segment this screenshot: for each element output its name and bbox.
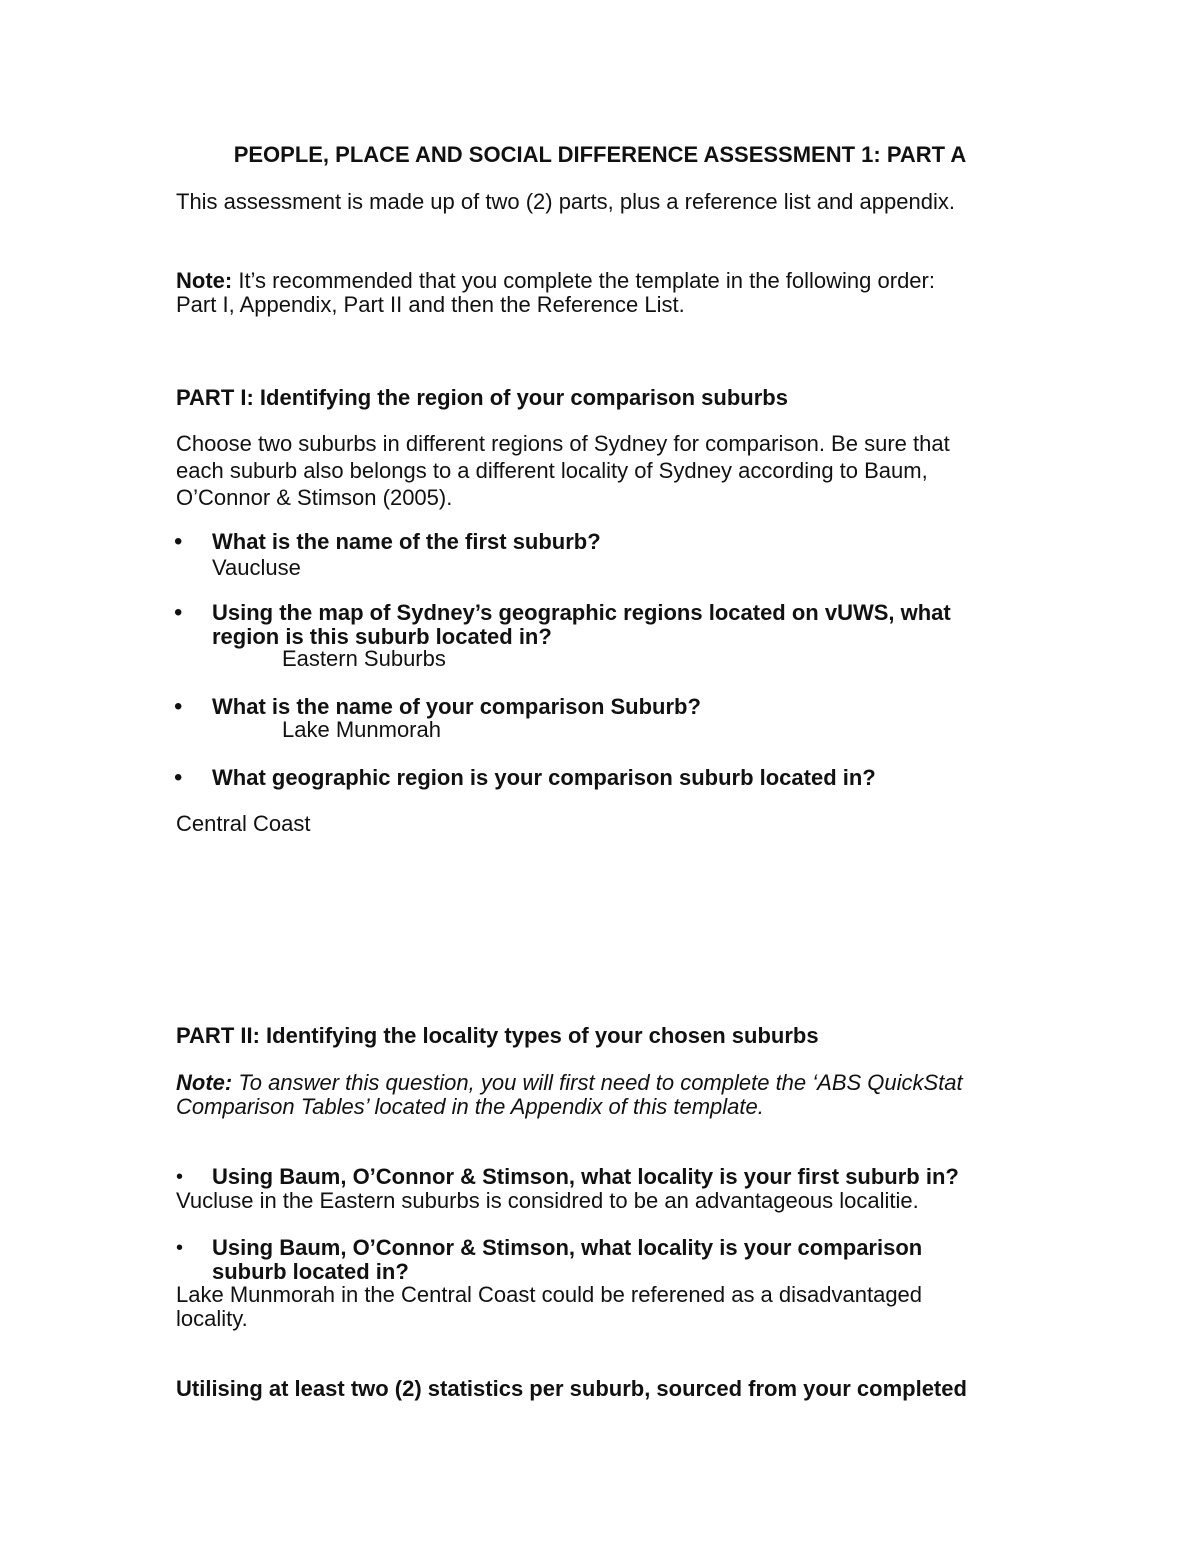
bullet-icon: • (176, 1166, 184, 1188)
question-comparison-region: What geographic region is your comparison suburb located in? (212, 765, 876, 790)
part2-note-line-1 (176, 1071, 963, 1095)
part1-instruction-line-3: O’Connor & Stimson (2005). (176, 485, 453, 510)
part2-note-label: Note: (176, 1070, 233, 1095)
bullet-icon: • (174, 599, 183, 626)
question-comparison-locality-line-2: suburb located in? (212, 1259, 409, 1284)
answer-first-locality: Vucluse in the Eastern suburbs is considred to be an advantageous localitie. (176, 1188, 919, 1213)
part2-note-text-1: To answer this question, you will first need to complete the ‘ABS QuickStat (232, 1070, 963, 1095)
part1-instruction-line-2: each suburb also belongs to a different locality of Sydney according to Baum, (176, 458, 928, 483)
question-comparison-locality-line-1: Using Baum, O’Connor & Stimson, what locality is your comparison (212, 1235, 923, 1260)
note-line-1 (176, 269, 935, 293)
question-first-region-line-2: region is this suburb located in? (212, 624, 552, 649)
document-title: PEOPLE, PLACE AND SOCIAL DIFFERENCE ASSESSMENT 1: PART A (233, 142, 967, 167)
statistics-instruction: Utilising at least two (2) statistics per suburb, sourced from your completed (176, 1376, 967, 1401)
answer-comparison-locality-line-1: Lake Munmorah in the Central Coast could be referened as a disadvantaged (176, 1282, 923, 1307)
intro-text: This assessment is made up of two (2) parts, plus a reference list and appendix. (176, 189, 955, 214)
note-text-1: It’s recommended that you complete the template in the following order: (232, 268, 935, 293)
note-label: Note: (176, 268, 233, 293)
bullet-icon: • (174, 693, 183, 720)
bullet-icon: • (174, 764, 183, 791)
note-line-2: Part I, Appendix, Part II and then the Reference List. (176, 292, 685, 317)
part2-heading: PART II: Identifying the locality types of your chosen suburbs (176, 1023, 819, 1048)
part1-instruction-line-1: Choose two suburbs in different regions of Sydney for comparison. Be sure that (176, 431, 950, 456)
answer-comparison-suburb: Lake Munmorah (282, 717, 441, 742)
answer-first-suburb: Vaucluse (212, 555, 301, 580)
answer-comparison-region: Central Coast (176, 811, 311, 836)
part1-heading: PART I: Identifying the region of your comparison suburbs (176, 385, 788, 410)
answer-comparison-locality-line-2: locality. (176, 1306, 248, 1331)
answer-first-region: Eastern Suburbs (282, 646, 446, 671)
bullet-icon: • (174, 528, 183, 555)
question-first-region-line-1: Using the map of Sydney’s geographic regions located on vUWS, what (212, 600, 951, 625)
bullet-icon: • (176, 1237, 184, 1259)
question-first-locality: Using Baum, O’Connor & Stimson, what locality is your first suburb in? (212, 1164, 959, 1189)
question-first-suburb: What is the name of the first suburb? (212, 529, 601, 554)
part2-note-line-2: Comparison Tables’ located in the Appendix of this template. (176, 1094, 764, 1119)
question-comparison-suburb: What is the name of your comparison Suburb? (212, 694, 701, 719)
